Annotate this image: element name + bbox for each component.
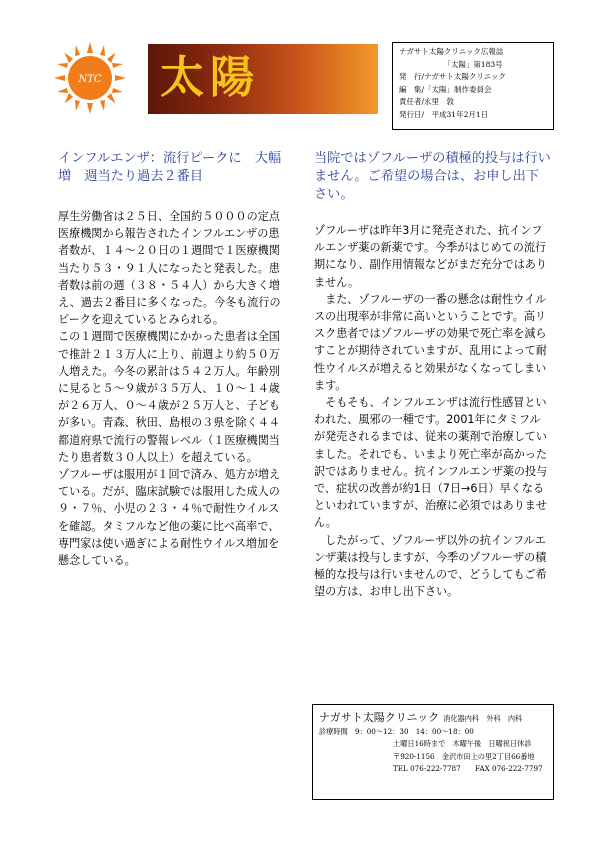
title-banner <box>148 44 378 114</box>
masthead-date: 発行日/ 平成31年2月1日 <box>399 109 489 119</box>
right-paragraph: そもそも、インフルエンザは流行性感冒といわれた、風邪の一種です。2001年にタミフルが発売されるまでは、従来の薬剤で治療していました。それでも、いまより死亡率が高かった訳ではありません。抗インフルエンザ薬の投与で、症状の改善が約1日（7日→6日）早くなるといわれていますが、治療に必須ではありません。 <box>314 396 548 530</box>
clinic-info-box <box>312 704 554 800</box>
left-paragraph: 厚生労働省は２５日、全国約５０００の定点医療機関から報告されたインフルエンザの患者数が、１４～２０日の１週間で１医療機関当たり５３・９１人になったと発表した。患者数は前の週（３８・５４人）から大きく増え、過去２番目に多くなった。今冬も流行のピークを迎えているとみられる。 <box>58 210 281 327</box>
right-article-body <box>314 222 550 600</box>
clinic-name: ナガサト太陽クリニック <box>319 711 440 724</box>
masthead-box <box>392 42 554 130</box>
logo-text: NTC <box>78 74 102 85</box>
masthead-publisher: 発 行/ナガサト太陽クリニック <box>399 72 506 81</box>
sun-logo-icon <box>52 40 128 116</box>
clinic-hours: 診療時間 9：00～12：30 14：00～18：00 <box>319 727 474 736</box>
left-paragraph: ゾフルーザは服用が１回で済み、処方が増えている。だが、臨床試験では服用した成人の９・７％、小児の２３・４％で耐性ウイルスを確認。タミフルなど他の薬に比べ高率で、専門家は使い過ぎによる耐性ウイルス増加を懸念している。 <box>58 468 281 568</box>
banner-title: 太陽 <box>160 52 260 103</box>
masthead-issue: 「太陽」第183号 <box>443 59 503 69</box>
masthead-responsible: 責任者/永里 敦 <box>399 97 455 106</box>
right-paragraph: したがって、ゾフルーザ以外の抗インフルエンザ薬は投与しますが、今季のゾフルーザの積極的な投与は行いませんので、どうしてもご希望の方は、お申し出下さい。 <box>314 533 547 599</box>
clinic-departments: 消化器内科 外科 内科 <box>443 714 523 723</box>
right-article-heading: 当院ではゾフルーザの積極的投与は行いません。ご希望の場合は、お申し出下さい。 <box>314 151 551 202</box>
left-article-body <box>58 208 290 569</box>
clinic-phone-fax: TEL 076-222-7787 FAX 076-222-7797 <box>393 763 543 773</box>
left-article-heading: インフルエンザ：流行ピークに 大幅増 週当たり過去２番目 <box>58 151 282 184</box>
masthead-publication: ナガサト太陽クリニック広報誌 <box>399 47 504 56</box>
masthead-editor: 編 集/「太陽」制作委員会 <box>399 84 492 94</box>
clinic-address: 〒920-1156 金沢市田上の里2丁目66番地 <box>393 751 535 761</box>
right-paragraph: また、ゾフルーザの一番の懸念は耐性ウイルスの出現率が非常に高いということです。高リスク患者ではゾフルーザの効果で死亡率を減らすことが期待されていますが、乱用によって耐性ウイルスが増えると効果がなくなってしまいます。 <box>314 292 547 392</box>
right-paragraph: ゾフルーザは昨年3月に発売された、抗インフルエンザ薬の新薬です。今季がはじめての流行期になり、副作用情報などがまだ充分ではありません。 <box>314 224 547 289</box>
clinic-hours-note: 土曜日16時まで 木曜午後 日曜祝日休診 <box>393 739 532 749</box>
left-paragraph: この１週間で医療機関にかかった患者は全国で推計２１３万人に上り、前週より約５０万人増えた。今冬の累計は５４２万人。年齢別に見ると５～９歳が３５万人、１０～１４歳が２６万人、０～４歳が２５万人と、子どもが多い。青森、秋田、島根の３県を除く４４都道府県で流行の警報レベル（１医療機関当たり患者数３０人以上）を超えている。 <box>58 330 280 464</box>
